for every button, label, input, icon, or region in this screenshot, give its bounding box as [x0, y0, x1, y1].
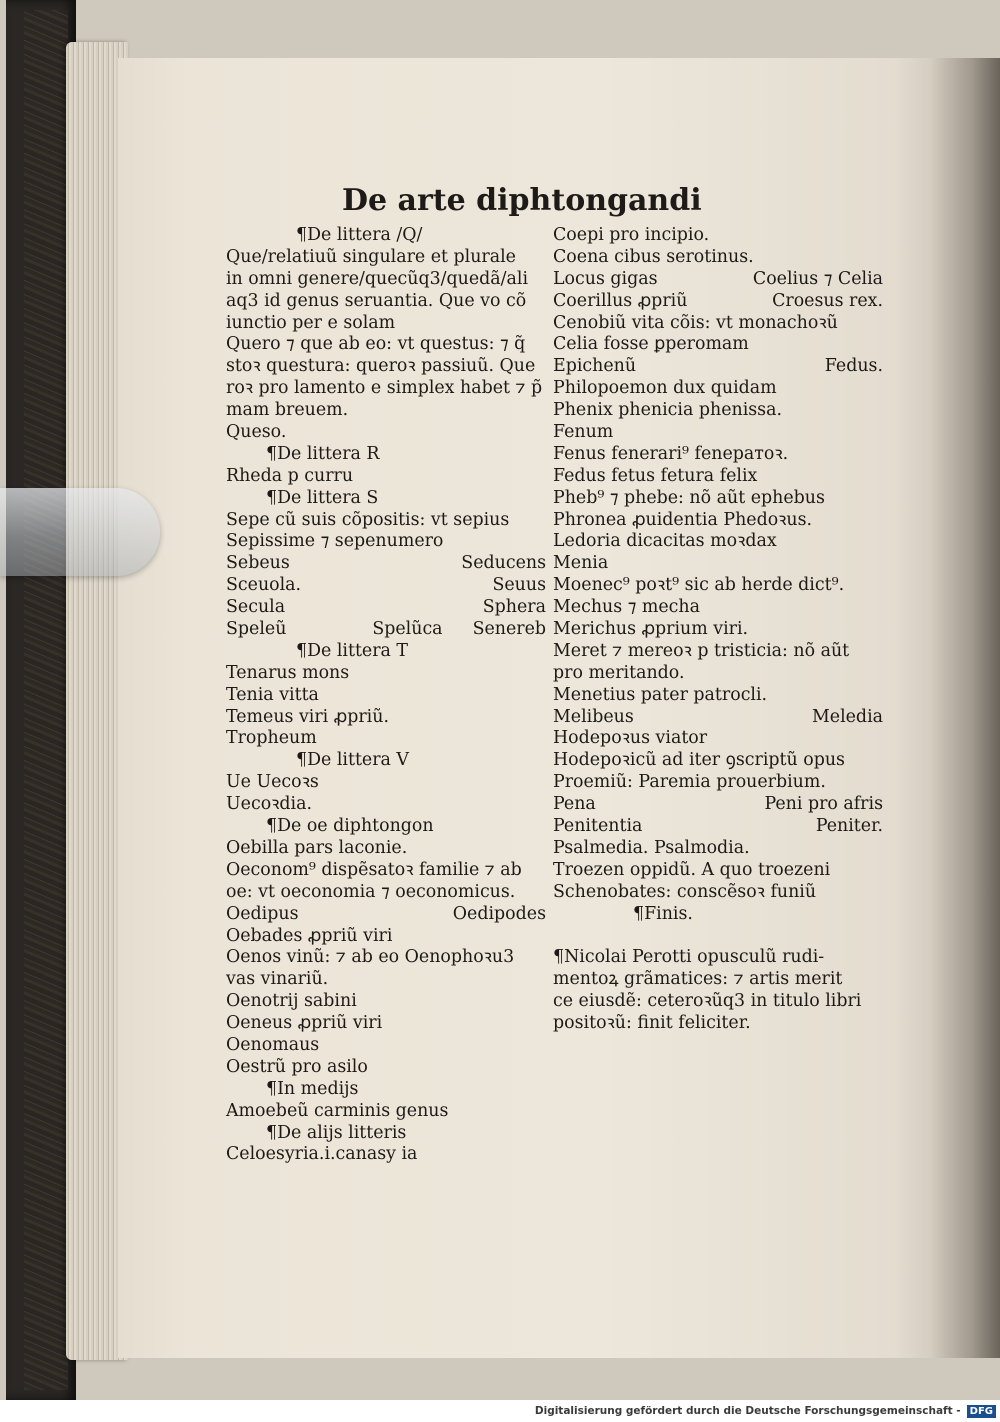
line-text: Coerillus ꝓpriũ	[553, 290, 688, 311]
line-text-right: Coelius ⁊ Celia	[752, 268, 883, 289]
text-line	[553, 466, 883, 488]
line-text-right: Meledia	[811, 706, 883, 727]
line-text: ce eiusdẽ: ceteroꝛũq3 in titulo libri	[553, 991, 862, 1012]
text-line	[553, 400, 883, 422]
text-line	[553, 444, 883, 466]
text-line	[553, 291, 883, 313]
text-line	[226, 991, 546, 1013]
line-text: Fedus fetus fetura felix	[553, 465, 758, 486]
text-line	[553, 663, 883, 685]
line-text: Tropheum	[226, 728, 317, 749]
line-text	[553, 926, 883, 948]
line-text: Coepi pro incipio.	[553, 225, 710, 245]
text-line	[226, 291, 546, 313]
text-line	[226, 685, 546, 707]
line-text: vas vinariũ.	[226, 969, 329, 990]
text-line	[226, 619, 546, 641]
text-line	[553, 641, 883, 663]
line-text: Oedipus	[226, 903, 299, 924]
text-line	[553, 969, 883, 991]
line-text-right: Fedus.	[824, 356, 883, 377]
text-line	[226, 334, 546, 356]
bookmark-strip	[0, 488, 160, 576]
line-text: Celoesyria.i.canasy ia	[226, 1144, 418, 1165]
text-line	[226, 553, 546, 575]
line-text: Tenarus mons	[226, 662, 350, 683]
text-line	[553, 313, 883, 335]
line-text: Secula	[226, 597, 286, 618]
line-text: ¶Finis.	[633, 903, 693, 924]
line-text: Phenix phenicia phenissa.	[553, 400, 783, 421]
footer-credit: Digitalisierung gefördert durch die Deutsche Forschungsgemeinschaft -	[534, 1405, 961, 1417]
text-line	[226, 378, 546, 400]
text-line	[553, 685, 883, 707]
line-text: Sceuola.	[226, 575, 302, 596]
text-line	[226, 707, 546, 729]
text-line	[226, 947, 546, 969]
text-line	[553, 378, 883, 400]
left-text-column	[226, 225, 546, 1166]
text-line	[226, 225, 546, 247]
text-line	[226, 422, 546, 444]
line-text: Pheb⁹ ⁊ phebe: nõ aũt ephebus	[553, 487, 825, 508]
text-line	[553, 991, 883, 1013]
text-line	[226, 838, 546, 860]
line-text: Proemiũ: Paremia prouerbium.	[553, 772, 826, 793]
line-text-right: Seuus	[492, 575, 546, 596]
line-text: Speleũ	[226, 619, 287, 640]
text-line	[226, 488, 546, 510]
line-text: Temeus viri ꝓpriũ.	[226, 706, 389, 727]
line-text: Queso.	[226, 422, 287, 443]
text-line	[553, 356, 883, 378]
text-line	[226, 575, 546, 597]
line-text: Oeneus ꝓpriũ viri	[226, 1013, 383, 1034]
text-line	[226, 1035, 546, 1057]
line-text: mentoꝝ grãmatices: ⁊ artis merit	[553, 969, 843, 990]
text-line	[553, 838, 883, 860]
text-line	[553, 926, 883, 948]
line-text: ¶De alijs litteris	[266, 1122, 407, 1143]
text-line	[553, 619, 883, 641]
line-text: Melibeus	[553, 706, 634, 727]
line-text: oe: vt oeconomia ⁊ oeconomicus.	[226, 881, 516, 902]
line-text: Phronea ꝓuidentia Phedoꝛus.	[553, 509, 813, 530]
line-text: Uecoꝛdia.	[226, 794, 312, 815]
line-text: Coena cibus serotinus.	[553, 246, 754, 267]
line-text: Tenia vitta	[226, 684, 319, 705]
line-text-middle: Spelũca	[372, 619, 443, 640]
line-text: Schenobates: conscẽsoꝛ funiũ	[553, 881, 817, 902]
line-text: ¶De oe diphtongon	[266, 816, 434, 837]
text-line	[553, 750, 883, 772]
line-text: Celia fosse ꝑperomam	[553, 334, 749, 355]
gutter-shadow	[930, 58, 1000, 1358]
line-text: Que/relatiuũ singulare et plurale	[226, 246, 516, 267]
running-head: De arte diphtongandi	[342, 183, 702, 218]
line-text: Philopoemon dux quidam	[553, 378, 777, 399]
line-text: Fenus fenerari⁹ fenератоꝛ.	[553, 443, 789, 464]
line-text: Sepissime ⁊ sepenumero	[226, 531, 444, 552]
text-line	[226, 663, 546, 685]
dfg-logo: DFG	[967, 1405, 996, 1418]
text-line	[226, 1101, 546, 1123]
text-line	[226, 926, 546, 948]
text-line	[553, 247, 883, 269]
line-text: ¶De littera S	[266, 487, 379, 508]
line-text: Ledoria dicacitas moꝛdax	[553, 531, 777, 552]
text-line	[226, 466, 546, 488]
line-text: stoꝛ questura: queroꝛ passiuũ. Que	[226, 356, 536, 377]
text-line	[226, 1013, 546, 1035]
text-line	[226, 444, 546, 466]
line-text: Troezen oppidũ. A quo troezeni	[553, 859, 831, 880]
line-text: Rheda p curru	[226, 465, 354, 486]
text-line	[226, 1079, 546, 1101]
text-line	[553, 269, 883, 291]
line-text: positoꝛũ: finit feliciter.	[553, 1013, 751, 1034]
text-line	[226, 904, 546, 926]
text-line	[553, 728, 883, 750]
line-text: ¶De littera V	[296, 750, 409, 771]
text-line	[226, 269, 546, 291]
line-text: pro meritando.	[553, 662, 685, 683]
line-text: Ue Uecoꝛs	[226, 772, 319, 793]
text-line	[553, 1013, 883, 1035]
line-text-right: Senereb	[472, 619, 546, 640]
text-line	[553, 904, 883, 926]
line-text: mam breuem.	[226, 400, 349, 421]
line-text-right: Oedipodes	[452, 903, 546, 924]
right-text-column	[553, 225, 883, 1035]
text-line	[226, 794, 546, 816]
line-text: aq3 id genus seruantia. Que vo cõ	[226, 290, 527, 311]
line-text: ¶De littera R	[266, 443, 380, 464]
line-text-right: Croesus rex.	[772, 290, 883, 311]
line-text: Meret ⁊ mereoꝛ p tristicia: nõ aũt	[553, 640, 850, 661]
text-line	[553, 510, 883, 532]
text-line	[553, 772, 883, 794]
text-line	[226, 356, 546, 378]
line-text: Oenomaus	[226, 1034, 320, 1055]
text-line	[553, 816, 883, 838]
line-text: Sepe cũ suis cõpositis: vt sepius	[226, 509, 510, 530]
line-text: Moenec⁹ poꝛt⁹ sic ab herde dict⁹.	[553, 575, 845, 596]
text-line	[226, 728, 546, 750]
line-text: Hodepoꝛus viator	[553, 728, 708, 749]
text-line	[226, 247, 546, 269]
text-line	[553, 947, 883, 969]
line-text: Epichenũ	[553, 356, 637, 377]
text-line	[226, 641, 546, 663]
line-text: Locus gigas	[553, 268, 658, 289]
line-text: ¶De littera /Q/	[296, 225, 423, 245]
text-line	[226, 510, 546, 532]
line-text: Oebilla pars laconie.	[226, 837, 408, 858]
line-text-right: Peniter.	[815, 816, 883, 837]
line-text: Quero ⁊ que ab eo: vt questus: ⁊ q̃	[226, 334, 526, 355]
text-line	[226, 1144, 546, 1166]
text-line	[226, 969, 546, 991]
text-line	[226, 816, 546, 838]
line-text: ¶Nicolai Perotti opusculũ rudi-	[553, 947, 825, 968]
line-text: Oestrũ pro asilo	[226, 1056, 368, 1077]
text-line	[553, 882, 883, 904]
text-line	[226, 860, 546, 882]
line-text: Oeconom⁹ dispẽsatoꝛ familie ⁊ ab	[226, 859, 522, 880]
text-line	[226, 1123, 546, 1145]
line-text: Sebeus	[226, 553, 290, 574]
text-line	[553, 225, 883, 247]
text-line	[226, 772, 546, 794]
line-text: Amoebeũ carminis genus	[226, 1100, 449, 1121]
line-text: roꝛ pro lamento e simplex habet ⁊ p̃	[226, 378, 543, 399]
text-line	[553, 575, 883, 597]
text-line	[553, 334, 883, 356]
text-line	[226, 597, 546, 619]
line-text: Cenobiũ vita cõis: vt monachoꝛũ	[553, 312, 838, 333]
text-line	[553, 794, 883, 816]
line-text: ¶De littera T	[296, 640, 409, 661]
line-text: Menia	[553, 553, 609, 574]
text-line	[226, 400, 546, 422]
text-line	[553, 531, 883, 553]
line-text: Fenum	[553, 422, 614, 443]
line-text: Penitentia	[553, 816, 643, 837]
cover-texture	[24, 10, 68, 1390]
line-text: Oenos vinũ: ⁊ ab eo Oenophoꝛu3	[226, 947, 515, 968]
line-text: Oebades ꝓpriũ viri	[226, 925, 393, 946]
footer-bar	[0, 1400, 1000, 1422]
line-text: Mechus ⁊ mecha	[553, 597, 700, 618]
text-line	[226, 531, 546, 553]
text-line	[553, 860, 883, 882]
line-text: in omni genere/quecũq3/quedã/ali	[226, 268, 529, 289]
text-line	[553, 422, 883, 444]
line-text: Hodepoꝛicũ ad iter ꝯscriptũ opus	[553, 750, 845, 771]
line-text-right: Peni pro afris	[764, 794, 883, 815]
line-text: Oenotrij sabini	[226, 991, 357, 1012]
text-line	[226, 1057, 546, 1079]
line-text: Merichus ꝓprium viri.	[553, 619, 749, 640]
line-text: Psalmedia. Psalmodia.	[553, 837, 750, 858]
line-text: ¶In medijs	[266, 1078, 359, 1099]
text-line	[553, 553, 883, 575]
text-line	[553, 488, 883, 510]
text-line	[226, 313, 546, 335]
line-text-right: Sphera	[482, 597, 546, 618]
line-text-right: Seducens	[461, 553, 546, 574]
text-line	[226, 882, 546, 904]
text-line	[226, 750, 546, 772]
text-line	[553, 707, 883, 729]
text-line	[553, 597, 883, 619]
line-text: Menetius pater patrocli.	[553, 684, 768, 705]
line-text: Pena	[553, 794, 596, 815]
line-text: iunctio per e solam	[226, 312, 396, 333]
